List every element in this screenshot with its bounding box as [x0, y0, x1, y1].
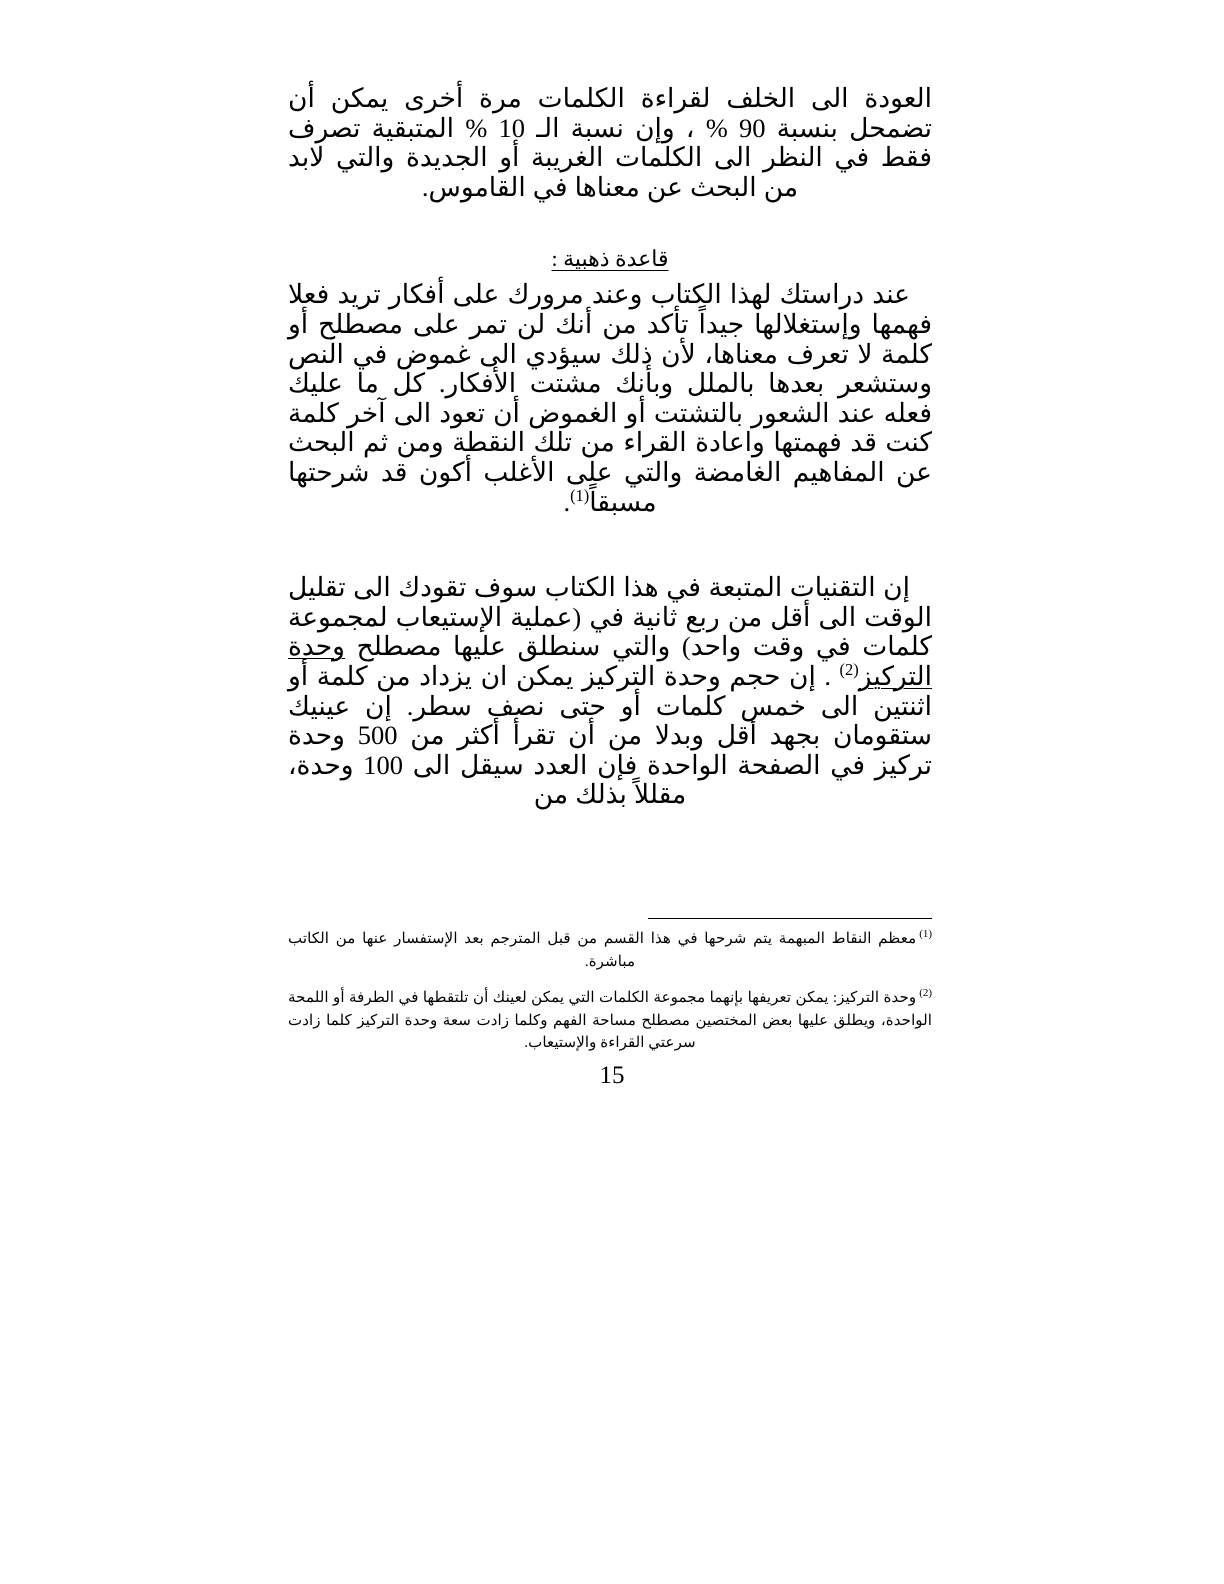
golden-rule-heading-text: قاعدة ذهبية :: [551, 246, 669, 272]
paragraph-golden-rule-text: عند دراستك لهذا الكتاب وعند مرورك على أفكار تريد فعلا فهمها وإستغلالها جيداً تأكد من أنك لن تمر على مصطلح أو كلمة لا تعرف معناها، لأن ذلك سيؤدي الى غموض في النص وستشعر بعدها بالملل وبأنك مشتت الأفكار. كل ما عليك فعله عند الشعور بالتشتت أو الغموض أن تعود الى آخر كلمة كنت قد فهمتها واعادة القراء من تلك النقطة ومن ثم البحث عن المفاهيم الغامضة والتي على الأغلب أكون قد شرحتها مسبقاً: [288, 279, 932, 517]
spacer-before-techniques: [288, 517, 932, 573]
footnote-reference-2[interactable]: (2): [839, 660, 859, 680]
paragraph-techniques: [288, 573, 932, 810]
spacer-before-heading: [288, 202, 932, 246]
paragraph-golden-rule: [288, 280, 932, 517]
paragraph-techniques-tail: . إن حجم وحدة التركيز يمكن ان يزداد من كلمة أو اثنتين الى خمس كلمات أو حتى نصف سطر. إن عينيك ستقومان بجهد أقل وبدلا من أن تقرأ أكثر من 500 وحدة تركيز في الصفحة الواحدة فإن العدد سيقل الى 100 وحدة، مقللاً بذلك من: [288, 660, 932, 810]
footnote-item: [288, 987, 932, 1055]
term-focus-unit: وحدة التركيز: [288, 631, 932, 691]
footnote-separator-rule: [648, 918, 932, 919]
footnote-reference-1[interactable]: (1): [570, 485, 590, 505]
footnote-marker: (1): [919, 927, 932, 940]
page-number: 15: [599, 1062, 625, 1089]
golden-rule-heading: [288, 246, 932, 272]
main-text-column: [288, 84, 932, 810]
footnote-text: وحدة التركيز: يمكن تعريفها بإنهما مجموعة الكلمات التي يمكن لعينك أن تلتقطها في الطرفة أو اللمحة الواحدة، ويطلق عليها بعض المختصين مصطلح مساحة الفهم وكلما زادت سعة وحدة التركيز كلما زادت سرعتي القراءة والإستيعاب.: [288, 989, 932, 1051]
footnote-marker: (2): [919, 986, 932, 999]
paragraph-opening: العودة الى الخلف لقراءة الكلمات مرة أخرى يمكن أن تضمحل بنسبة 90 % ، وإن نسبة الـ 10 % المتبقية تصرف فقط في النظر الى الكلمات الغريبة أو الجديدة والتي لابد من البحث عن معناها في القاموس.: [288, 83, 932, 202]
footnote-area: [288, 928, 932, 1055]
footnote-item: [288, 928, 932, 973]
paragraph-golden-rule-tail: .: [563, 486, 571, 517]
footnote-text: معظم النقاط المبهمة يتم شرحها في هذا القسم من قبل المترجم بعد الإستفسار عنها من الكاتب مباشرة.: [288, 930, 917, 970]
paragraph-techniques-lead: إن التقنيات المتبعة في هذا الكتاب سوف تقودك الى تقليل الوقت الى أقل من ربع ثانية في (عملية الإستيعاب لمجموعة كلمات في وقت واحد) والتي سنطلق عليها مصطلح: [288, 572, 932, 662]
